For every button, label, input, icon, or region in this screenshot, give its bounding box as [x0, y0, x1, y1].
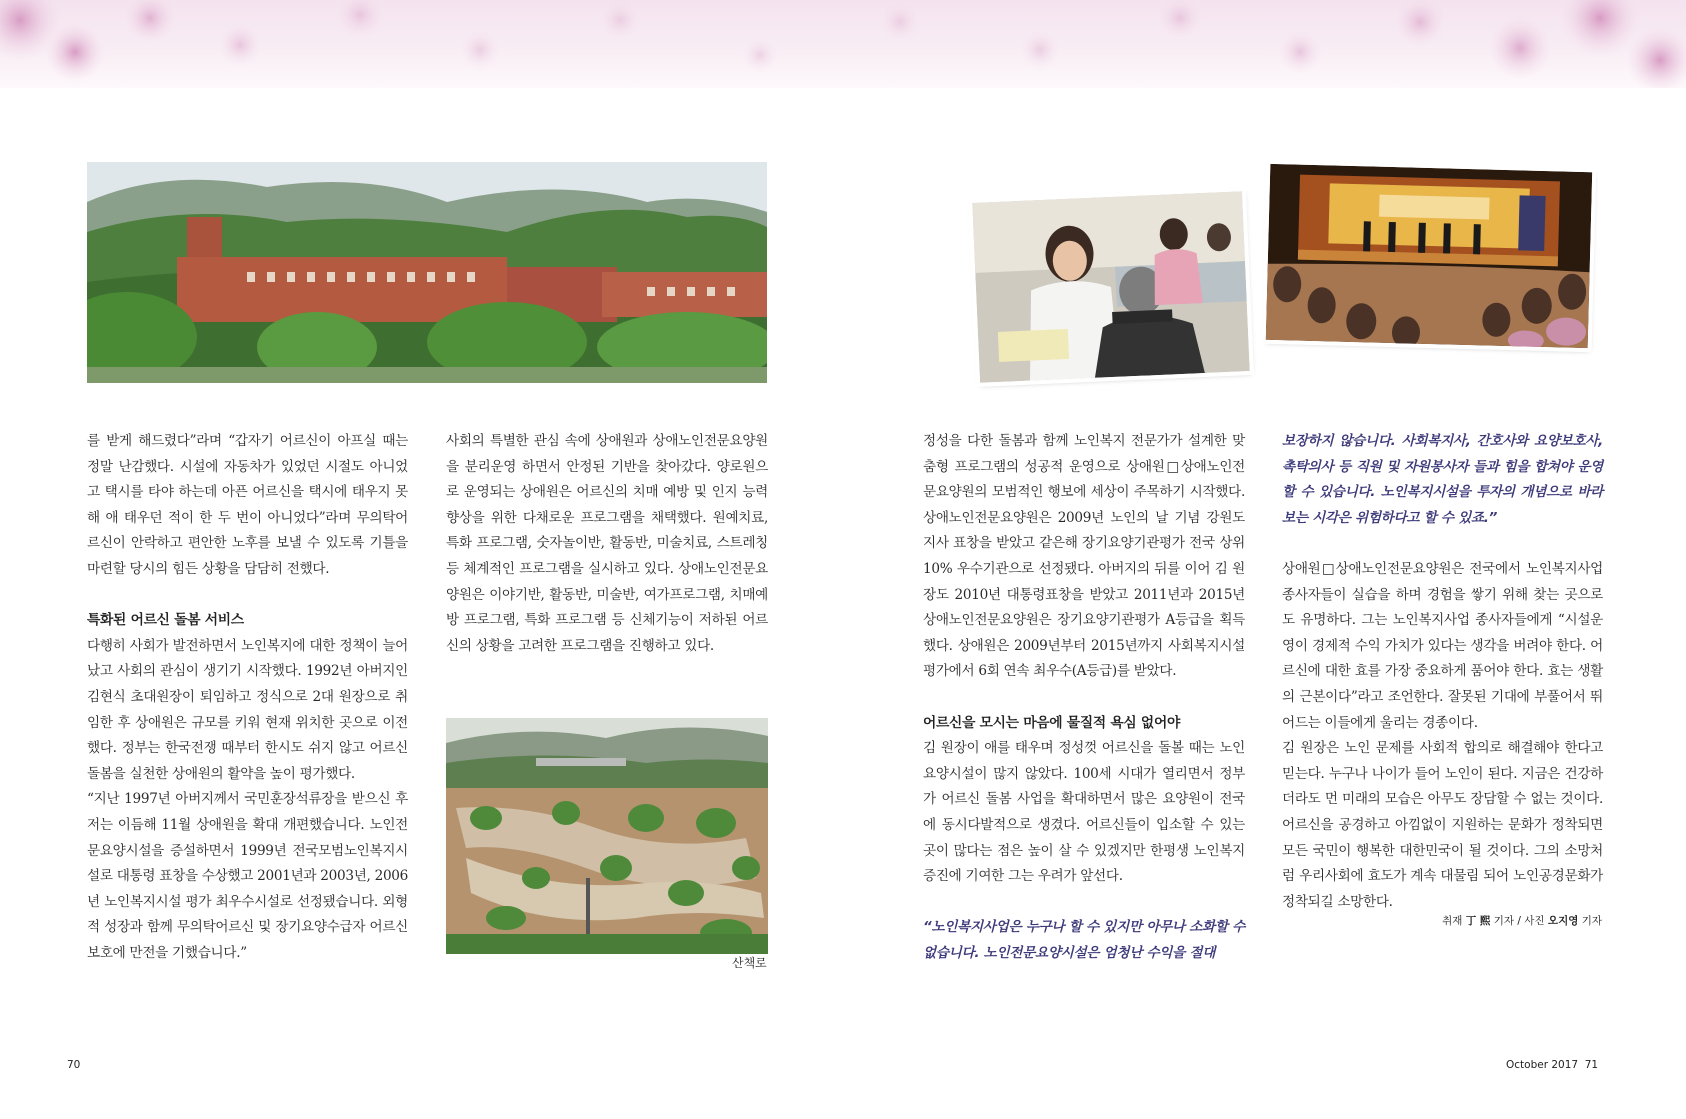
- decorative-banner: [0, 0, 1686, 88]
- paragraph: 사회의 특별한 관심 속에 상애원과 상애노인전문요양원을 분리운영 하면서 안정된 기반을 찾아갔다. 양로원으로 운영되는 상애원은 어르신의 치매 예방 및 인지 능력 향상을 위한 다채로운 프로그램을 채택했다. 원예치료, 특화 프로그램, 숫자놀이반, 활동반, 미술치료, 스트레칭 등 체계적인 프로그램을 실시하고 있다. 상애노인전문요양원은 이야기반, 활동반, 미술반, 여가프로그램, 치매예방 프로그램, 특화 프로그램 등 신체기능이 저하된 어르신의 상황을 고려한 프로그램을 진행하고 있다.: [446, 433, 768, 654]
- credit-label: 기자: [1581, 915, 1602, 927]
- pull-quote: 보장하지 않습니다. 사회복지사, 간호사와 요양보호사, 촉탁의사 등 직원 및 자원봉사자 들과 힘을 합쳐야 운영할 수 있습니다. 노인복지시설을 투자의 개념으로 바라보는 시각은 위험하다고 할 수 있죠.”: [1282, 433, 1603, 526]
- walking-trail-photo: [446, 718, 768, 954]
- trail-photo-caption: 산책로: [732, 956, 767, 970]
- pull-quote: “노인복지사업은 누구나 할 수 있지만 아무나 소화할 수 없습니다. 노인전문요양시설은 엄청난 수익을 절대: [923, 919, 1245, 961]
- paragraph: 상애원□상애노인전문요양원은 전국에서 노인복지사업 종사자들이 실습을 하며 경험을 쌓기 위해 찾는 곳으로도 유명하다. 그는 노인복지사업 종사자들에게 “시설운영이 경제적 수익 가치가 있다는 생각을 버려야 한다. 어르신에 대한 효를 가장 중요하게 품어야 한다. 효는 생활의 근본이다”라고 조언한다. 잘못된 기대에 부풀어서 뛰어드는 이들에게 울리는 경종이다.: [1282, 560, 1603, 731]
- flower-pattern-icon: [0, 0, 1686, 88]
- reporter-name: 丁 熙: [1465, 915, 1491, 927]
- paragraph: “지난 1997년 아버지께서 국민훈장석류장을 받으신 후 저는 이듬해 11월 상애원을 확대 개편했습니다. 노인전문요양시설을 증설하면서 1999년 전국모범노인복지시설로 대통령 표창을 수상했고 2001년과 2003년, 2006년 노인복지시설 평가 최우수시설로 선정됐습니다. 외형적 성장과 함께 무의탁어르신 및 장기요양수급자 어르신보호에 만전을 기했습니다.”: [87, 791, 408, 961]
- article-column-3: [923, 429, 1245, 966]
- article-column-1: [87, 429, 408, 966]
- article-column-2: [446, 429, 768, 659]
- paragraph: 를 받게 해드렸다”라며 “갑자기 어르신이 아프실 때는 정말 난감했다. 시설에 자동차가 있었던 시절도 아니었고 택시를 타야 하는데 아픈 어르신을 택시에 태우지 못해 애 태우던 적이 한 두 번이 아니었다”라며 무의탁어르신이 안락하고 편안한 노후를 보낼 수 있도록 기틀을 마련할 당시의 힘든 상황을 담담히 전했다.: [87, 433, 408, 577]
- credit-label: 취재: [1442, 915, 1463, 927]
- paragraph: 다행히 사회가 발전하면서 노인복지에 대한 정책이 늘어났고 사회의 관심이 생기기 시작했다. 1992년 아버지인 김현식 초대원장이 퇴임하고 정식으로 2대 원장으로 취임한 후 상애원은 규모를 키워 현재 위치한 곳으로 이전했다. 정부는 한국전쟁 때부터 한시도 쉬지 않고 어르신 돌봄을 실천한 상애원의 활약을 높이 평가했다.: [87, 637, 408, 782]
- section-heading: 특화된 어르신 돌봄 서비스: [87, 612, 244, 629]
- paragraph: 김 원장이 애를 태우며 정성껏 어르신을 돌볼 때는 노인요양시설이 많지 않았다. 100세 시대가 열리면서 정부가 어르신 돌봄 사업을 확대하면서 많은 요양원이 전국에 동시다발적으로 생겼다. 어르신들이 입소할 수 있는 곳이 많다는 점은 높이 살 수 있겠지만 한평생 노인복지증진에 기여한 그는 우려가 앞선다.: [923, 740, 1245, 885]
- building-photo: [87, 162, 767, 383]
- photographer-name: 오지영: [1547, 915, 1579, 927]
- care-photo: [972, 191, 1250, 383]
- page-number-left: 70: [67, 1059, 81, 1071]
- credit-label: 기자 / 사진: [1493, 915, 1545, 927]
- stage-photo: [1266, 164, 1592, 348]
- article-column-4: [1282, 429, 1603, 915]
- section-heading: 어르신을 모시는 마음에 물질적 욕심 없어야: [923, 714, 1181, 731]
- paragraph: 김 원장은 노인 문제를 사회적 합의로 해결해야 한다고 믿는다. 누구나 나이가 들어 노인이 된다. 지금은 건강하더라도 먼 미래의 모습은 아무도 장담할 수 없는 것이다. 어르신을 공경하고 아낌없이 지원하는 문화가 정착되면 모든 국민이 행복한 대한민국이 될 것이다. 그의 소망처럼 우리사회에 효도가 계속 대물림 되어 노인공경문화가 정착되길 소망한다.: [1282, 740, 1603, 910]
- paragraph: 정성을 다한 돌봄과 함께 노인복지 전문가가 설계한 맞춤형 프로그램의 성공적 운영으로 상애원□상애노인전문요양원의 모범적인 행보에 세상이 주목하기 시작했다. 상애노인전문요양원은 2009년 노인의 날 기념 강원도지사 표창을 받았고 같은해 장기요양기관평가 전국 상위 10% 우수기관으로 선정됐다. 아버지의 뒤를 이어 김 원장도 2010년 대통령표창을 받았고 2011년과 2015년 상애노인전문요양원은 장기요양기관평가 A등급을 획득했다. 상애원은 2009년부터 2015년까지 사회복지시설평가에서 6회 연속 최우수(A등급)를 받았다.: [923, 433, 1245, 680]
- page-number-right: October 2017 71: [1506, 1059, 1599, 1071]
- byline-credit: [1340, 913, 1602, 928]
